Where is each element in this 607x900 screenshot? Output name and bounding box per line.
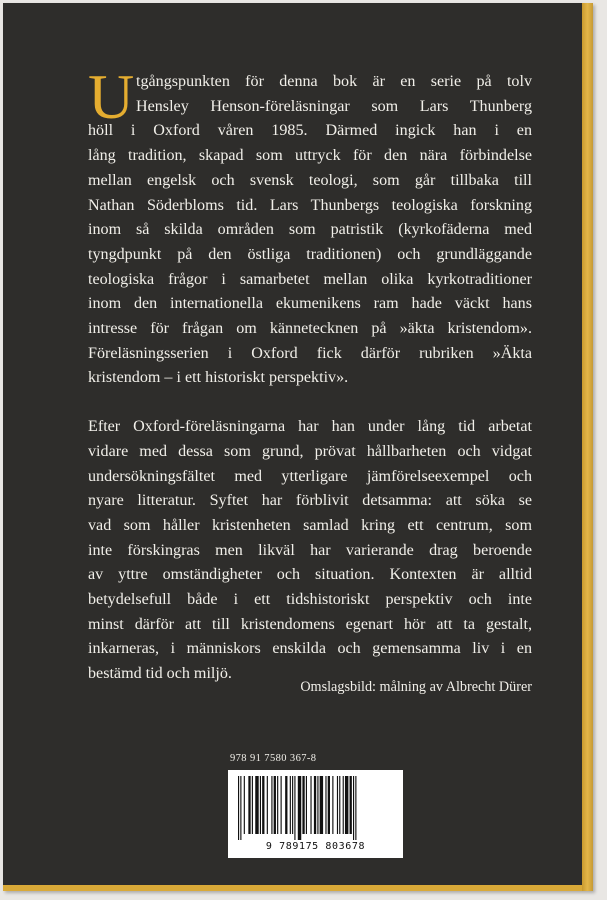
barcode-bar: [310, 776, 311, 834]
barcode-bar: [314, 776, 316, 834]
barcode-bar: [277, 776, 278, 834]
barcode-bar: [262, 776, 264, 834]
text-line: inte förskingras men likväl har varierande drag beroende: [88, 541, 532, 559]
text-line: intresse för frågan om kännetecknen på »äkta kristendom».: [88, 320, 532, 338]
blurb: [88, 61, 532, 687]
text-line: vidare med dessa som grund, prövat hållbarheten och vidgat: [88, 442, 532, 460]
text-line: inom den internationella ekumenikens ram hade väckt hans: [88, 295, 532, 313]
barcode-bar: [285, 776, 287, 834]
text-line: Efter Oxford-föreläsningarna har han under lång tid arbetat: [88, 418, 532, 436]
barcode-bar: [317, 776, 318, 834]
text-line: teologiska frågor i samarbetet mellan olika kyrkotraditioner: [88, 270, 532, 288]
barcode-bar: [260, 776, 261, 834]
text-line: tgångspunkten för denna bok är en serie på tolv: [136, 73, 532, 90]
barcode-bar: [343, 776, 344, 834]
text-line: vad som håller kristenheten samlad kring ett centrum, som: [88, 516, 532, 534]
text-line: tyngdpunkt på den östliga traditionen) och grundläggande: [88, 245, 532, 263]
barcode-bar: [339, 776, 340, 834]
text-line: höll i Oxford våren 1985. Därmed ingick han i en: [88, 122, 532, 140]
dropcap: U: [88, 61, 135, 132]
barcode-bar: [325, 776, 326, 834]
barcode-bar: [281, 776, 282, 834]
barcode-bar: [252, 776, 253, 834]
barcode-bar: [302, 776, 304, 834]
paragraph-1: [88, 70, 532, 391]
text-line: minst därför att till kristendomens egenart hör att ta gestalt,: [88, 615, 532, 633]
barcode-bar: [355, 776, 356, 840]
barcode-bar: [290, 776, 291, 834]
text-line: Föreläsningsserien i Oxford fick därför rubriken »Äkta: [88, 344, 532, 362]
barcode-bar: [353, 776, 354, 840]
text-line: inkarneras, i människors enskilda och gemensamma liv i en: [88, 640, 532, 658]
barcode-bar: [292, 776, 293, 834]
barcode-bars: [238, 776, 393, 840]
barcode-bar: [350, 776, 352, 834]
text-line: lång tradition, skapad som uttryck för den nära förbindelse: [88, 147, 532, 165]
barcode-bar: [332, 776, 333, 834]
barcode-bar: [298, 776, 301, 840]
text-line: inom så skilda områden som patristik (kyrkofäderna med: [88, 221, 532, 239]
text-line: mellan engelsk och svensk teologi, som går tillbaka till: [88, 171, 532, 189]
text-line: kristendom – i ett historiskt perspektiv».: [88, 369, 349, 387]
text-line: betydelsefull både i ett tidshistoriskt perspektiv och inte: [88, 591, 532, 609]
barcode-digits: 9 789175 803678: [265, 841, 366, 852]
barcode: [228, 770, 403, 858]
text-line: Nathan Söderbloms tid. Lars Thunbergs teologiska forskning: [88, 196, 532, 214]
text-line: undersökningsfältet med ytterligare jämförelseexempel och: [88, 467, 532, 485]
text-line: bestämd tid och miljö.: [88, 665, 232, 683]
barcode-bar: [306, 776, 307, 834]
isbn: 978 91 7580 367-8: [230, 753, 317, 764]
barcode-bar: [240, 776, 241, 840]
barcode-bar: [337, 776, 338, 834]
paragraph-2: [88, 415, 532, 687]
text-line: av yttre omständigheter och situation. Kontexten är alltid: [88, 566, 532, 584]
cover-edge: [582, 3, 593, 891]
barcode-bar: [267, 776, 268, 834]
barcode-bar: [328, 776, 330, 834]
barcode-bar: [294, 776, 295, 840]
barcode-bar: [320, 776, 323, 834]
barcode-bar: [244, 776, 245, 834]
barcode-bar: [345, 776, 348, 834]
text-line: Hensley Henson-föreläsningar som Lars Thunberg: [136, 97, 532, 115]
barcode-bar: [271, 776, 272, 834]
barcode-bar: [248, 776, 250, 834]
text-line: nyare litteratur. Syftet har förblivit detsamma: att söka se: [88, 492, 532, 510]
paragraph-gap: [88, 391, 532, 415]
cover-credit: Omslagsbild: målning av Albrecht Dürer: [300, 679, 532, 695]
barcode-bar: [255, 776, 258, 834]
barcode-bar: [238, 776, 239, 840]
barcode-bar: [274, 776, 276, 834]
